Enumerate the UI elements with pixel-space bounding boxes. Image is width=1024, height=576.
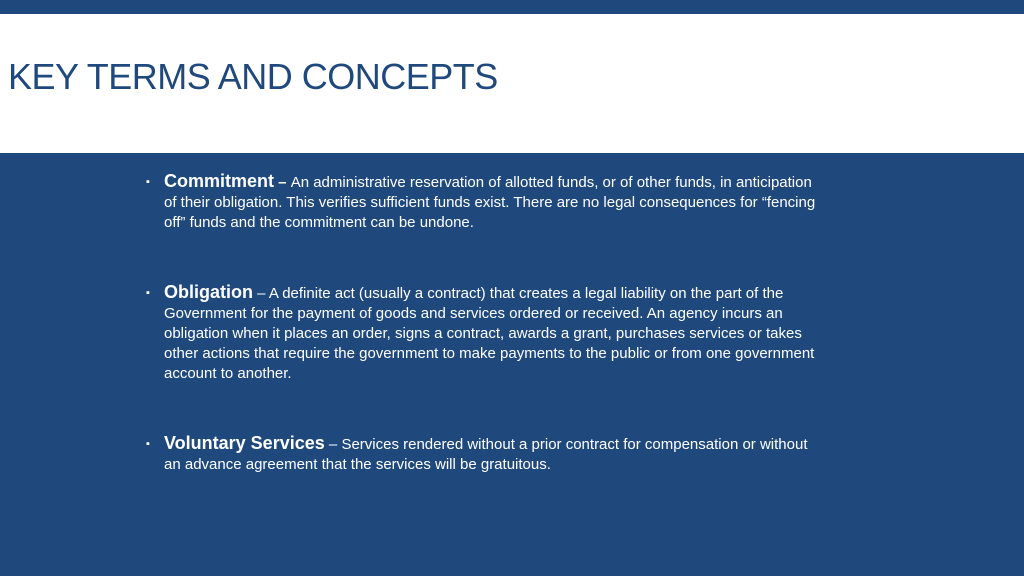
bullet-text bbox=[164, 433, 826, 475]
term-definition: An administrative reservation of allotted funds, or of other funds, in anticipation of their obligation. This verifies sufficient funds exist. There are no legal consequences for “fencing off” funds and the commitment can be undone. bbox=[164, 174, 816, 231]
bullet-marker-icon: ▪ bbox=[146, 176, 150, 188]
bullet-text bbox=[164, 282, 826, 384]
term-label: Voluntary Services bbox=[164, 433, 325, 453]
bullet-item-obligation bbox=[146, 282, 826, 384]
term-label: Commitment bbox=[164, 171, 275, 191]
bullet-item-voluntary-services bbox=[146, 433, 826, 475]
term-label: Obligation bbox=[164, 282, 253, 302]
slide-title: KEY TERMS AND CONCEPTS bbox=[8, 56, 498, 97]
bullet-text bbox=[164, 171, 826, 233]
term-separator: – bbox=[274, 174, 291, 191]
bullet-marker-icon: ▪ bbox=[146, 438, 150, 450]
bullet-item-commitment bbox=[146, 171, 826, 233]
top-accent-bar bbox=[0, 0, 1024, 14]
term-separator: – bbox=[253, 285, 269, 302]
bullet-marker-icon: ▪ bbox=[146, 287, 150, 299]
term-definition: A definite act (usually a contract) that creates a legal liability on the part of the Government for the payment of goods and services ordered or received. An agency incurs an obligation when it places an order, signs a contract, awards a grant, purchases services or takes other actions that require the government to make payments to the public or from one government account to another. bbox=[164, 285, 815, 382]
term-definition: Services rendered without a prior contract for compensation or without an advance agreement that the services will be gratuitous. bbox=[164, 436, 808, 473]
content-area bbox=[0, 153, 1024, 576]
term-separator: – bbox=[324, 436, 342, 453]
